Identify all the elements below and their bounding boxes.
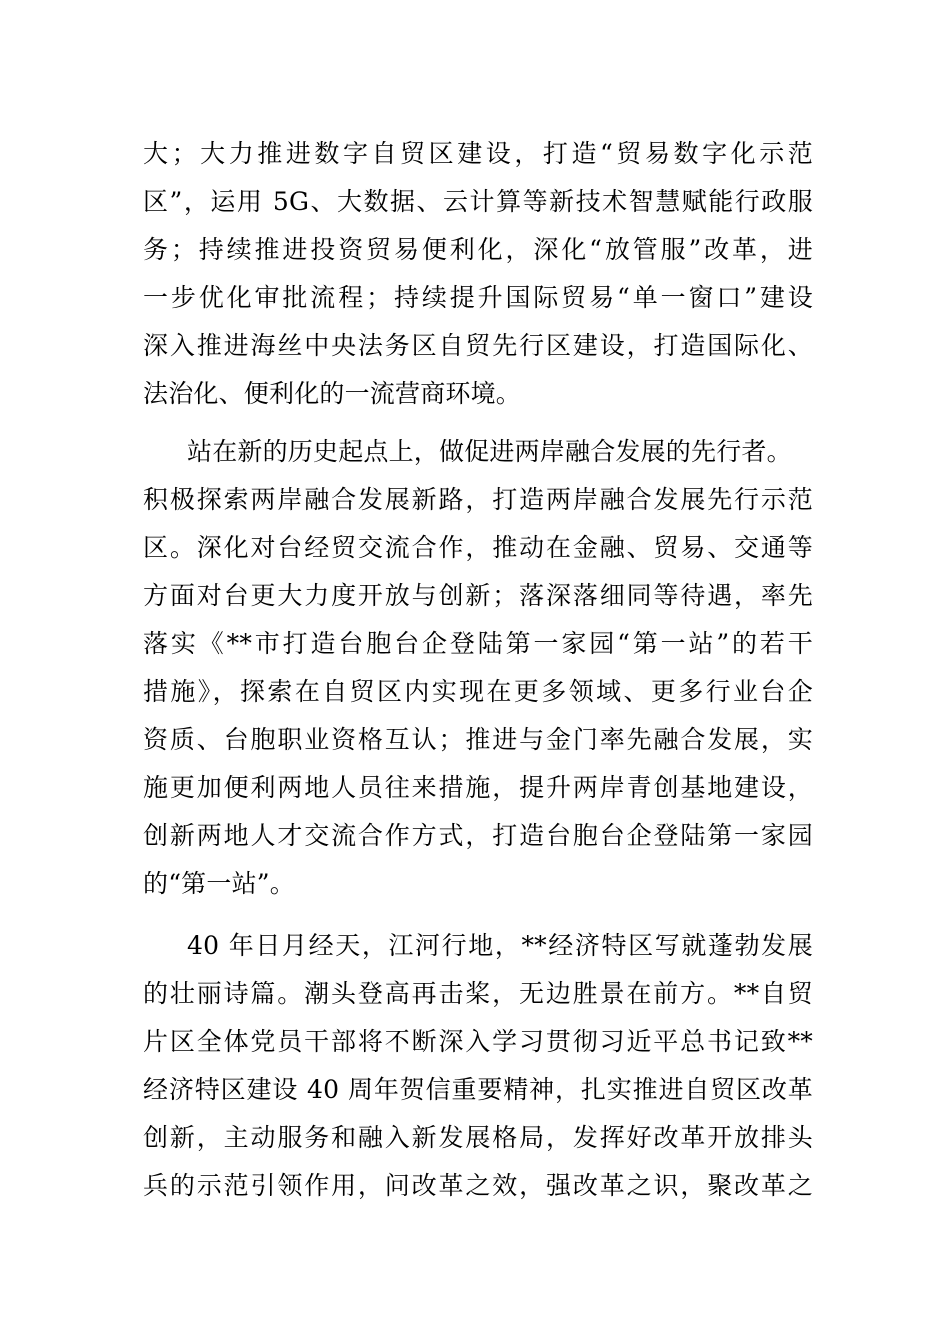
text-line: 区”，运用 5G、大数据、云计算等新技术智慧赋能行政服 <box>143 187 813 216</box>
text-line: 40 年日月经天，江河行地，**经济特区写就蓬勃发展 <box>187 931 813 960</box>
text-line: 的“第一站”。 <box>143 869 295 898</box>
text-line: 措施》，探索在自贸区内实现在更多领域、更多行业台企 <box>143 677 813 706</box>
text-line: 站在新的历史起点上，做促进两岸融合发展的先行者。 <box>187 437 792 466</box>
text-line: 经济特区建设 40 周年贺信重要精神，扎实推进自贸区改革 <box>143 1075 813 1104</box>
paragraph-cross-strait-integration <box>143 428 813 908</box>
text-line: 的壮丽诗篇。潮头登高再击桨，无边胜景在前方。**自贸 <box>143 979 813 1008</box>
text-line: 积极探索两岸融合发展新路，打造两岸融合发展先行示范 <box>143 485 813 514</box>
text-line: 兵的示范引领作用，问改革之效，强改革之识，聚改革之 <box>143 1171 813 1200</box>
text-line: 一步优化审批流程；持续提升国际贸易“单一窗口”建设 <box>143 283 813 312</box>
text-line: 资质、台胞职业资格互认；推进与金门率先融合发展，实 <box>143 725 813 754</box>
text-line: 大；大力推进数字自贸区建设，打造“贸易数字化示范 <box>143 139 813 168</box>
text-line: 方面对台更大力度开放与创新；落深落细同等待遇，率先 <box>143 581 813 610</box>
text-line: 区。深化对台经贸交流合作，推动在金融、贸易、交通等 <box>143 533 813 562</box>
text-line: 施更加便利两地人员往来措施，提升两岸青创基地建设， <box>143 773 813 802</box>
text-line: 法治化、便利化的一流营商环境。 <box>143 379 522 408</box>
text-line: 务；持续推进投资贸易便利化，深化“放管服”改革，进 <box>143 235 813 264</box>
text-line: 创新，主动服务和融入新发展格局，发挥好改革开放排头 <box>143 1123 813 1152</box>
text-line: 深入推进海丝中央法务区自贸先行区建设，打造国际化、 <box>143 331 813 360</box>
paragraph-digital-free-trade-zone <box>143 130 813 418</box>
text-line: 片区全体党员干部将不断深入学习贯彻习近平总书记致** <box>143 1027 813 1056</box>
paragraph-40th-anniversary <box>143 922 813 1210</box>
text-line: 落实《**市打造台胞台企登陆第一家园“第一站”的若干 <box>143 629 813 658</box>
text-line: 创新两地人才交流合作方式，打造台胞台企登陆第一家园 <box>143 821 813 850</box>
